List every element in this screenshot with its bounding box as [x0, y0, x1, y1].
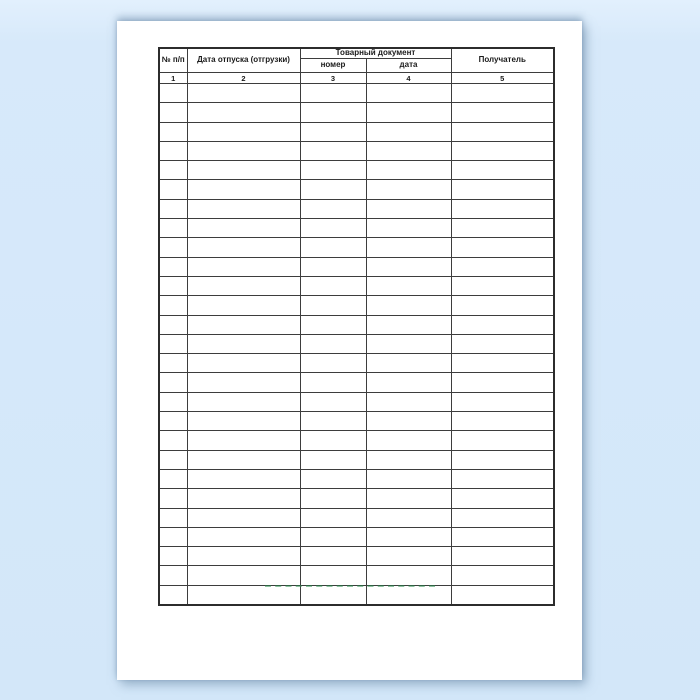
empty-row: [159, 180, 554, 199]
empty-cell: [451, 354, 554, 373]
empty-row: [159, 276, 554, 295]
empty-cell: [366, 547, 451, 566]
empty-cell: [300, 199, 366, 218]
empty-cell: [366, 219, 451, 238]
empty-cell: [300, 219, 366, 238]
empty-cell: [187, 412, 300, 431]
empty-cell: [300, 315, 366, 334]
empty-cell: [300, 238, 366, 257]
empty-cell: [187, 547, 300, 566]
empty-row: [159, 469, 554, 488]
empty-row: [159, 103, 554, 122]
empty-cell: [159, 585, 187, 604]
empty-cell: [300, 566, 366, 585]
empty-cell: [366, 566, 451, 585]
empty-cell: [366, 431, 451, 450]
empty-cell: [451, 257, 554, 276]
empty-cell: [159, 180, 187, 199]
empty-row: [159, 334, 554, 353]
empty-cell: [300, 296, 366, 315]
empty-cell: [300, 122, 366, 141]
empty-cell: [451, 161, 554, 180]
empty-cell: [187, 354, 300, 373]
empty-cell: [159, 315, 187, 334]
empty-cell: [187, 296, 300, 315]
empty-cell: [300, 392, 366, 411]
empty-cell: [300, 334, 366, 353]
col-header-doc-number: номер: [300, 59, 366, 73]
watermark-dashed-line: [265, 585, 435, 587]
column-number-cell: 4: [366, 73, 451, 84]
empty-cell: [451, 276, 554, 295]
empty-cell: [451, 141, 554, 160]
empty-cell: [300, 180, 366, 199]
empty-cell: [300, 489, 366, 508]
empty-cell: [366, 276, 451, 295]
empty-cell: [451, 296, 554, 315]
empty-row: [159, 412, 554, 431]
empty-cell: [451, 431, 554, 450]
empty-cell: [300, 508, 366, 527]
empty-row: [159, 199, 554, 218]
empty-cell: [366, 180, 451, 199]
empty-cell: [451, 219, 554, 238]
empty-cell: [366, 450, 451, 469]
empty-cell: [300, 276, 366, 295]
empty-row: [159, 527, 554, 546]
empty-row: [159, 296, 554, 315]
empty-cell: [187, 276, 300, 295]
empty-cell: [159, 296, 187, 315]
empty-cell: [366, 585, 451, 604]
empty-cell: [187, 161, 300, 180]
empty-cell: [451, 122, 554, 141]
empty-cell: [300, 84, 366, 103]
empty-cell: [366, 489, 451, 508]
empty-cell: [451, 180, 554, 199]
empty-cell: [366, 469, 451, 488]
empty-cell: [300, 469, 366, 488]
empty-row: [159, 566, 554, 585]
form-table: [158, 47, 555, 606]
empty-cell: [451, 412, 554, 431]
empty-cell: [366, 238, 451, 257]
empty-cell: [187, 84, 300, 103]
empty-cell: [451, 315, 554, 334]
empty-row: [159, 450, 554, 469]
empty-cell: [366, 296, 451, 315]
document-page: [117, 21, 582, 680]
empty-cell: [300, 585, 366, 604]
empty-cell: [159, 392, 187, 411]
empty-cell: [187, 566, 300, 585]
empty-cell: [366, 412, 451, 431]
empty-cell: [300, 373, 366, 392]
empty-row: [159, 508, 554, 527]
empty-row: [159, 585, 554, 604]
empty-cell: [187, 103, 300, 122]
col-header-doc-date: дата: [366, 59, 451, 73]
empty-cell: [187, 469, 300, 488]
empty-cell: [366, 257, 451, 276]
empty-cell: [300, 412, 366, 431]
empty-cell: [366, 103, 451, 122]
empty-cell: [187, 180, 300, 199]
empty-cell: [451, 566, 554, 585]
empty-cell: [451, 84, 554, 103]
empty-cell: [187, 257, 300, 276]
empty-cell: [159, 276, 187, 295]
empty-cell: [159, 84, 187, 103]
empty-cell: [187, 315, 300, 334]
empty-row: [159, 489, 554, 508]
empty-cell: [159, 141, 187, 160]
empty-row: [159, 141, 554, 160]
empty-cell: [366, 354, 451, 373]
empty-cell: [187, 508, 300, 527]
empty-cell: [366, 508, 451, 527]
empty-cell: [187, 199, 300, 218]
empty-cell: [366, 373, 451, 392]
empty-cell: [366, 141, 451, 160]
col-header-recipient: Получатель: [451, 48, 554, 73]
empty-cell: [159, 527, 187, 546]
empty-cell: [187, 431, 300, 450]
empty-cell: [187, 585, 300, 604]
empty-cell: [366, 199, 451, 218]
empty-cell: [300, 161, 366, 180]
empty-cell: [366, 334, 451, 353]
empty-cell: [159, 373, 187, 392]
empty-cell: [451, 469, 554, 488]
empty-cell: [366, 315, 451, 334]
column-number-cell: 5: [451, 73, 554, 84]
empty-cell: [159, 508, 187, 527]
empty-cell: [159, 199, 187, 218]
empty-cell: [159, 489, 187, 508]
empty-cell: [159, 354, 187, 373]
empty-row: [159, 392, 554, 411]
empty-row: [159, 373, 554, 392]
empty-cell: [366, 527, 451, 546]
empty-cell: [451, 450, 554, 469]
empty-row: [159, 315, 554, 334]
empty-cell: [451, 334, 554, 353]
empty-cell: [159, 469, 187, 488]
empty-cell: [187, 373, 300, 392]
empty-cell: [300, 257, 366, 276]
empty-cell: [159, 257, 187, 276]
empty-cell: [300, 547, 366, 566]
empty-cell: [187, 219, 300, 238]
empty-cell: [159, 547, 187, 566]
empty-cell: [451, 373, 554, 392]
empty-cell: [366, 122, 451, 141]
empty-cell: [159, 219, 187, 238]
empty-cell: [451, 199, 554, 218]
column-numbers-row: [159, 73, 554, 84]
empty-cell: [187, 238, 300, 257]
empty-cell: [300, 141, 366, 160]
empty-cell: [187, 527, 300, 546]
empty-row: [159, 431, 554, 450]
empty-row: [159, 354, 554, 373]
form-table-header: [159, 48, 554, 73]
empty-cell: [451, 547, 554, 566]
empty-cell: [451, 103, 554, 122]
empty-cell: [187, 334, 300, 353]
empty-cell: [451, 489, 554, 508]
col-header-ship-date: Дата отпуска (отгрузки): [187, 48, 300, 73]
empty-row: [159, 238, 554, 257]
empty-cell: [300, 354, 366, 373]
empty-cell: [300, 103, 366, 122]
empty-cell: [366, 84, 451, 103]
empty-cell: [159, 122, 187, 141]
empty-cell: [159, 103, 187, 122]
empty-row: [159, 547, 554, 566]
form-table-body: [159, 73, 554, 605]
empty-cell: [300, 527, 366, 546]
empty-row: [159, 257, 554, 276]
empty-cell: [187, 392, 300, 411]
empty-cell: [300, 450, 366, 469]
column-number-cell: 3: [300, 73, 366, 84]
empty-cell: [159, 238, 187, 257]
col-header-goods-document-group: Товарный документ: [300, 48, 451, 59]
empty-cell: [300, 431, 366, 450]
empty-row: [159, 84, 554, 103]
empty-row: [159, 122, 554, 141]
col-header-row-number: № п/п: [159, 48, 187, 73]
empty-row: [159, 219, 554, 238]
empty-cell: [366, 392, 451, 411]
empty-cell: [187, 489, 300, 508]
empty-cell: [159, 450, 187, 469]
empty-row: [159, 161, 554, 180]
empty-cell: [159, 566, 187, 585]
empty-cell: [187, 122, 300, 141]
column-number-cell: 2: [187, 73, 300, 84]
empty-cell: [159, 431, 187, 450]
header-row-top: [159, 48, 554, 59]
empty-cell: [451, 392, 554, 411]
empty-cell: [451, 527, 554, 546]
empty-cell: [187, 141, 300, 160]
empty-cell: [451, 585, 554, 604]
empty-cell: [366, 161, 451, 180]
empty-cell: [159, 161, 187, 180]
column-number-cell: 1: [159, 73, 187, 84]
empty-cell: [187, 450, 300, 469]
empty-cell: [451, 508, 554, 527]
empty-cell: [451, 238, 554, 257]
empty-cell: [159, 412, 187, 431]
empty-cell: [159, 334, 187, 353]
